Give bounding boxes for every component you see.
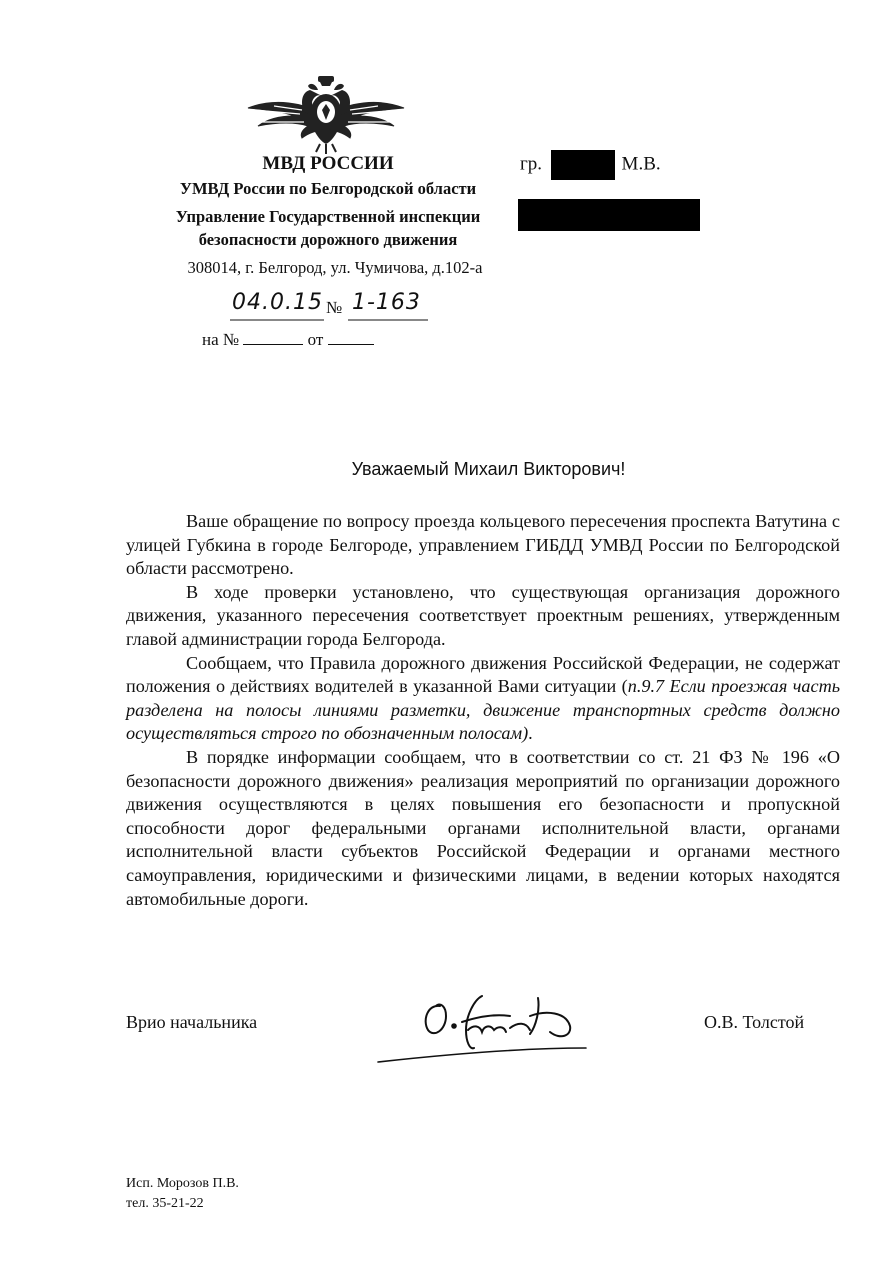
reply-number-blank [243, 330, 303, 345]
recipient-initials: М.В. [621, 153, 661, 175]
redacted-address [518, 199, 700, 231]
body-paragraph-3 [126, 652, 840, 746]
recipient-prefix: гр. [520, 153, 543, 175]
redacted-surname [551, 150, 615, 180]
reg-no-label: № [326, 298, 343, 317]
reply-reference [202, 330, 374, 350]
executor-phone: тел. 35-21-22 [126, 1196, 204, 1211]
greeting: Уважаемый Михаил Викторович! [351, 459, 626, 479]
p3-end: . [528, 723, 533, 744]
body-paragraph-4: В порядке информации сообщаем, что в соответствии со ст. 21 ФЗ № 196 «О безопасности дорожного движения» реализация мероприятий по организации дорожного движения осуществляются в целях повышения его безопасности и пропускной способности дорог федеральными органами исполнительной власти, органами исполнительной власти субъектов Российской Федерации и органами местного самоуправления, юридическими и физическими лицами, в ведении которых находятся автомобильные дороги. [126, 746, 840, 909]
reply-date-blank [328, 330, 374, 345]
reg-number-value: 1-163 [352, 290, 421, 315]
org-address: 308014, г. Белгород, ул. Чумичова, д.102-а [187, 258, 483, 277]
department-line-1: Управление Государственной инспекции [175, 207, 481, 226]
handwritten-signature-icon [370, 986, 590, 1068]
org-regional-title: УМВД России по Белгородской области [179, 179, 477, 198]
signatory-name: О.В. Толстой [704, 1012, 805, 1032]
letter-body [126, 510, 840, 911]
reply-number-label: на № [202, 330, 240, 349]
p3-text: Сообщаем, что Правила дорожного движения Российской Федерации, не содержат положения о действиях водителей в указанной Вами ситуации ( [126, 652, 840, 697]
signatory-title: Врио начальника [126, 1012, 258, 1032]
recipient [520, 150, 661, 180]
p3-rule-quote: п.9.7 Если проезжая часть разделена на полосы линиями разметки, движение транспортных средств должно осуществляться строго по обозначенным полосам) [126, 676, 841, 744]
reply-from-label: от [307, 330, 324, 349]
department-line-2: безопасности дорожного движения [198, 230, 458, 249]
executor-name: Исп. Морозов П.В. [126, 1176, 239, 1191]
reg-underline [228, 290, 438, 324]
org-main-title: МВД РОССИИ [262, 153, 394, 174]
registration-number [228, 290, 438, 324]
department-title [150, 205, 506, 251]
body-paragraph-1: Ваше обращение по вопросу проезда кольцевого пересечения проспекта Ватутина с улицей Губкина в городе Белгороде, управлением ГИБДД УМВД России по Белгородской области рассмотрено. [126, 511, 840, 579]
mvd-eagle-emblem-icon [244, 72, 408, 156]
body-paragraph-2: В ходе проверки установлено, что существующая организация дорожного движения, указанного пересечения соответствует проектным решениях, утвержденным главой администрации города Белгорода. [126, 581, 840, 649]
executor-info [126, 1174, 239, 1214]
reg-date: 04.0.15 [232, 290, 323, 315]
